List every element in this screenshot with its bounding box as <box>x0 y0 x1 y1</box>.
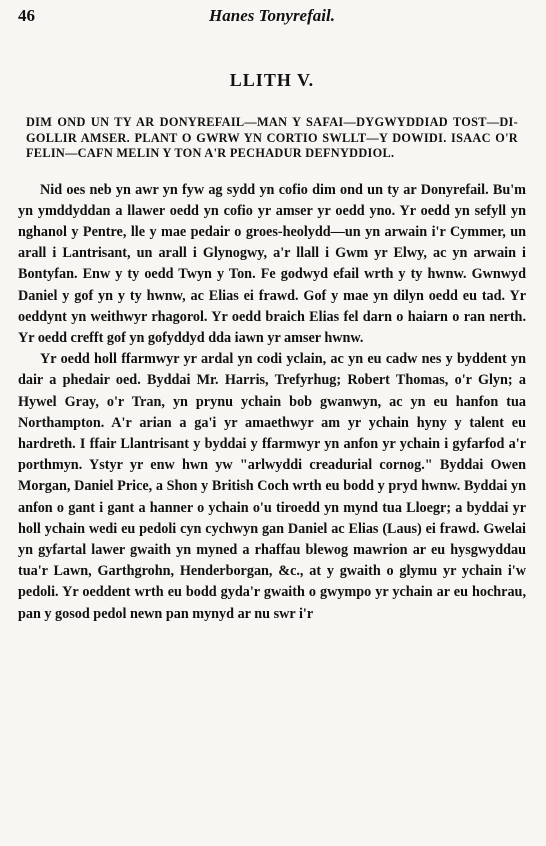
chapter-title: LLITH V. <box>229 70 315 90</box>
running-title: Hanes Tonyrefail. <box>209 6 335 25</box>
body-paragraph-1: Nid oes neb yn awr yn fyw ag sydd yn cofio dim ond un ty ar Donyrefail. Bu'm yn ymddyddan a llawer oedd yn cofio yr amser yr oedd yno. Yr oedd yn sefyll yn nghanol y Pentre, lle y mae pedair o groes-heolydd—un yn arwain i'r Cymmer, un arall i Lantrisant, un arall i Glynogwy, a'r llall i Gwm yr Elwy, ac yn arwain i Bontyfan. Enw y ty oedd Twyn y Ton. Fe godwyd efail wrth y ty hwnw. Gwnwyd Daniel y gof yn y ty hwnw, ac Elias ei frawd. Gof y mae yn dilyn oedd eu tad. Yr oeddynt yn weithwyr rhagorol. Yr oedd braich Elias fel darn o haiarn o ran nerth. Yr oedd crefft gof yn gofyddyd dda iawn yr amser hwnw. <box>18 181 526 346</box>
body-paragraph-2: Yr oedd holl ffarmwyr yr ardal yn codi yclain, ac yn eu cadw nes y byddent yn dair a phedair oed. Byddai Mr. Harris, Trefyrhug; Robert Thomas, o'r Glyn; a Hywel Gray, o'r Tran, yn prynu ychain bob gwanwyn, ac yn eu hanfon tua Northampton. A'r arian a ga'i yr amaethwyr am yr ychain hyny y talent eu hardreth. I ffair Llantrisant y byddai y ffarmwyr yn anfon yr ychain i gyfarfod a'r porthmyn. Ystyr yr enw hwn yw "arlwyddi creadurial cornog." Byddai Owen Morgan, Daniel Price, a Shon y British Coch wrth eu bodd y pryd hwnw. Byddai yn anfon o gant i gant a hanner o ychain o'u tiroedd yn mynd tua Lloegr; a byddai yr holl ychain wedi eu pedoli cyn cychwyn gan Daniel ac Elias (Laus) ei frawd. Gwelai yn gyfartal lawer gwaith yn myned a rhaffau blewog mawrion ar eu hysgwyddau tua'r Lawn, Garthgrohn, Henderborgan, &c., at y gwaith o glymu yr ychain i'w pedoli. Yr oeddent wrth eu bodd gyda'r gwaith o gwympo yr ychain ar eu hochrau, pan y gosod pedol newn pan mynyd ar nu swr i'r <box>18 351 526 622</box>
running-head <box>18 6 526 32</box>
chapter-body <box>18 180 526 625</box>
page-number: 46 <box>18 6 35 25</box>
chapter-summary: DIM OND UN TY AR DONYREFAIL—MAN Y SAFAI—DYGWYDDIAD TOST—DI-GOLLIR AMSER. PLANT O GWRW YN CORTIO SWLLT—Y DOWIDI. ISAAC O'R FELIN—CAFN MELIN Y TON A'R PECHADUR DEFNYDDIOL. <box>26 115 518 160</box>
